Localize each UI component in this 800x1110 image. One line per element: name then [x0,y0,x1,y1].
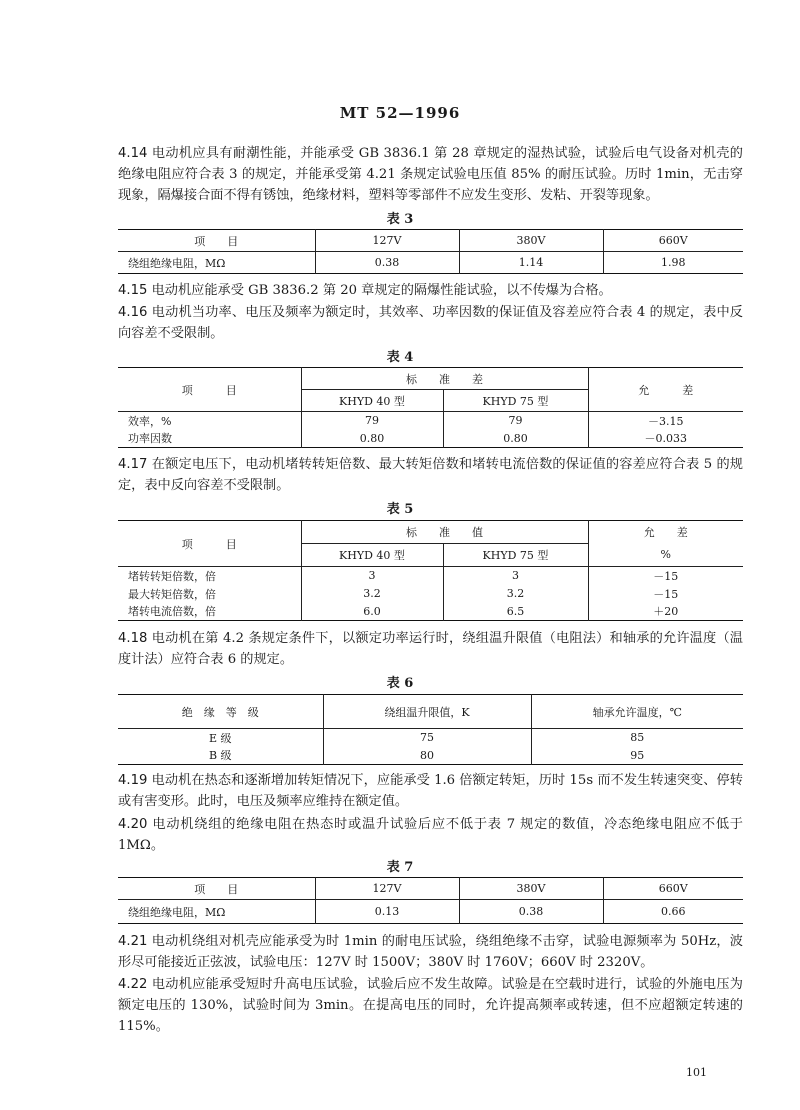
table-3-caption: 表 3 [386,212,414,227]
table-5 [118,520,743,621]
table-cell: 79 [443,412,588,430]
clause-text: 电动机绕组对机壳应能承受为时 1min 的耐电压试验，绕组绝缘不击穿，试验电源频率为 50Hz，波形尽可能接近正弦波，试验电压：127V 时 1500V；380V 时 1760V；660V 时 2320V。 [118,934,743,970]
table-7 [118,877,743,924]
table-cell: 6.0 [301,603,443,621]
clause-4-18 [118,628,743,670]
table-row [118,603,743,621]
table-6-header: 绝 缘 等 级 [181,705,259,719]
clause-4-21 [118,931,743,973]
table-7-header: 380V [459,878,603,900]
clause-4-14 [118,143,743,206]
clause-text: 电动机应具有耐潮性能，并能承受 GB 3836.1 第 28 章规定的湿热试验，试验后电气设备对机壳的绝缘电阻应符合表 3 的规定，并能承受第 4.21 条规定试验电压值 85% 的耐压试验。历时 1min，无击穿现象，隔爆接合面不得有锈蚀，绝缘材料，塑料等零部件不应发生变形、发粘、开裂等现象。 [118,146,743,203]
table-4-header-std: 标 准 差 [301,368,588,390]
clause-4-15 [118,280,743,301]
clause-number: 4.20 [118,817,148,832]
table-row [118,747,743,765]
table-7-cell: 0.66 [603,900,743,924]
document-code-header: MT 52—1996 [339,104,461,122]
clause-4-17 [118,454,743,496]
table-6 [118,694,743,765]
table-3 [118,229,743,274]
clause-number: 4.19 [118,773,148,788]
page-number: 101 [686,1066,707,1079]
clause-number: 4.17 [118,457,148,472]
table-row [118,729,743,747]
table-6-header: 轴承允许温度，℃ [531,695,743,729]
table-7-header: 660V [603,878,743,900]
table-cell: 最大转矩倍数，倍 [128,587,216,601]
table-4-header-khyd75: KHYD 75 型 [443,390,588,412]
table-cell: 3 [301,567,443,585]
table-cell: 3.2 [301,585,443,603]
table-cell: ＋20 [588,603,743,621]
table-cell: －3.15 [588,412,743,430]
table-5-header-khyd75: KHYD 75 型 [443,544,588,567]
table-cell: 6.5 [443,603,588,621]
table-7-caption: 表 7 [386,860,414,875]
table-cell: 3.2 [443,585,588,603]
table-3-cell: 0.38 [315,252,459,274]
clause-text: 电动机应能承受 GB 3836.2 第 20 章规定的隔爆性能试验，以不传爆为合格。 [151,283,612,298]
table-6-header: 绕组温升限值，K [323,695,531,729]
clause-text: 电动机应能承受短时升高电压试验，试验后应不发生故障。试验是在空载时进行，试验的外施电压为额定电压的 130%，试验时间为 3min。在提高电压的同时，允许提高频率或转速，但不应超额定转速的 115%。 [118,977,743,1034]
table-cell: 85 [531,729,743,747]
table-row [118,567,743,585]
table-cell: 0.80 [443,430,588,448]
table-cell: －15 [588,585,743,603]
table-7-header: 127V [315,878,459,900]
table-3-header: 127V [315,230,459,252]
table-cell: 堵转电流倍数，倍 [128,605,216,619]
clause-text: 电动机在热态和逐渐增加转矩情况下，应能承受 1.6 倍额定转矩，历时 15s 而不发生转速突变、停转或有害变形。此时，电压及频率应维持在额定值。 [118,773,743,809]
clause-4-19 [118,770,743,812]
table-7-cell: 0.13 [315,900,459,924]
clause-number: 4.21 [118,934,148,949]
table-4 [118,367,743,448]
table-row [118,412,743,430]
table-cell: 75 [323,729,531,747]
table-cell: 功率因数 [128,432,172,446]
clause-text: 电动机当功率、电压及频率为额定时，其效率、功率因数的保证值及容差应符合表 4 的规定，表中反向容差不受限制。 [118,305,743,341]
table-row [118,585,743,603]
table-5-header-tol-unit: % [588,544,743,567]
clause-number: 4.16 [118,305,148,320]
table-row [118,430,743,448]
table-7-cell: 绕组绝缘电阻，MΩ [128,905,226,919]
table-5-header-std: 标 准 值 [301,521,588,544]
clause-text: 电动机绕组的绝缘电阻在热态时或温升试验后应不低于表 7 规定的数值，冷态绝缘电阻应不低于 1MΩ。 [118,817,743,853]
table-7-header: 项 目 [194,882,239,896]
table-5-caption: 表 5 [386,502,414,517]
table-cell: －0.033 [588,430,743,448]
table-6-caption: 表 6 [386,676,414,691]
clause-text: 在额定电压下，电动机堵转转矩倍数、最大转矩倍数和堵转电流倍数的保证值的容差应符合表 5 的规定，表中反向容差不受限制。 [118,457,743,493]
clause-text: 电动机在第 4.2 条规定条件下，以额定功率运行时，绕组温升限值（电阻法）和轴承的允许温度（温度计法）应符合表 6 的规定。 [118,631,743,667]
table-4-header-item: 项 目 [118,368,301,412]
table-cell: 堵转转矩倍数，倍 [128,569,216,583]
table-3-cell: 1.98 [603,252,743,274]
table-4-header-khyd40: KHYD 40 型 [301,390,443,412]
table-cell: 效率，% [128,414,172,428]
table-3-header: 380V [459,230,603,252]
table-cell: 0.80 [301,430,443,448]
table-3-cell: 1.14 [459,252,603,274]
clause-number: 4.18 [118,631,148,646]
table-3-cell: 绕组绝缘电阻，MΩ [128,256,226,270]
table-3-header: 660V [603,230,743,252]
clause-4-22 [118,974,743,1037]
clause-4-16 [118,302,743,344]
table-cell: 80 [323,747,531,765]
table-cell: 79 [301,412,443,430]
table-cell: B 级 [208,749,232,763]
table-cell: 3 [443,567,588,585]
clause-4-20 [118,814,743,856]
table-5-header-tol: 允 差 [588,521,743,544]
clause-number: 4.15 [118,283,148,298]
table-7-cell: 0.38 [459,900,603,924]
clause-number: 4.22 [118,977,148,992]
table-5-header-item: 项 目 [118,521,301,567]
table-3-header: 项 目 [194,234,239,248]
clause-number: 4.14 [118,146,148,161]
table-cell: 95 [531,747,743,765]
table-cell: －15 [588,567,743,585]
table-cell: E 级 [208,731,232,745]
table-4-caption: 表 4 [386,350,414,365]
table-5-header-khyd40: KHYD 40 型 [301,544,443,567]
table-4-header-tol: 允 差 [588,368,743,412]
